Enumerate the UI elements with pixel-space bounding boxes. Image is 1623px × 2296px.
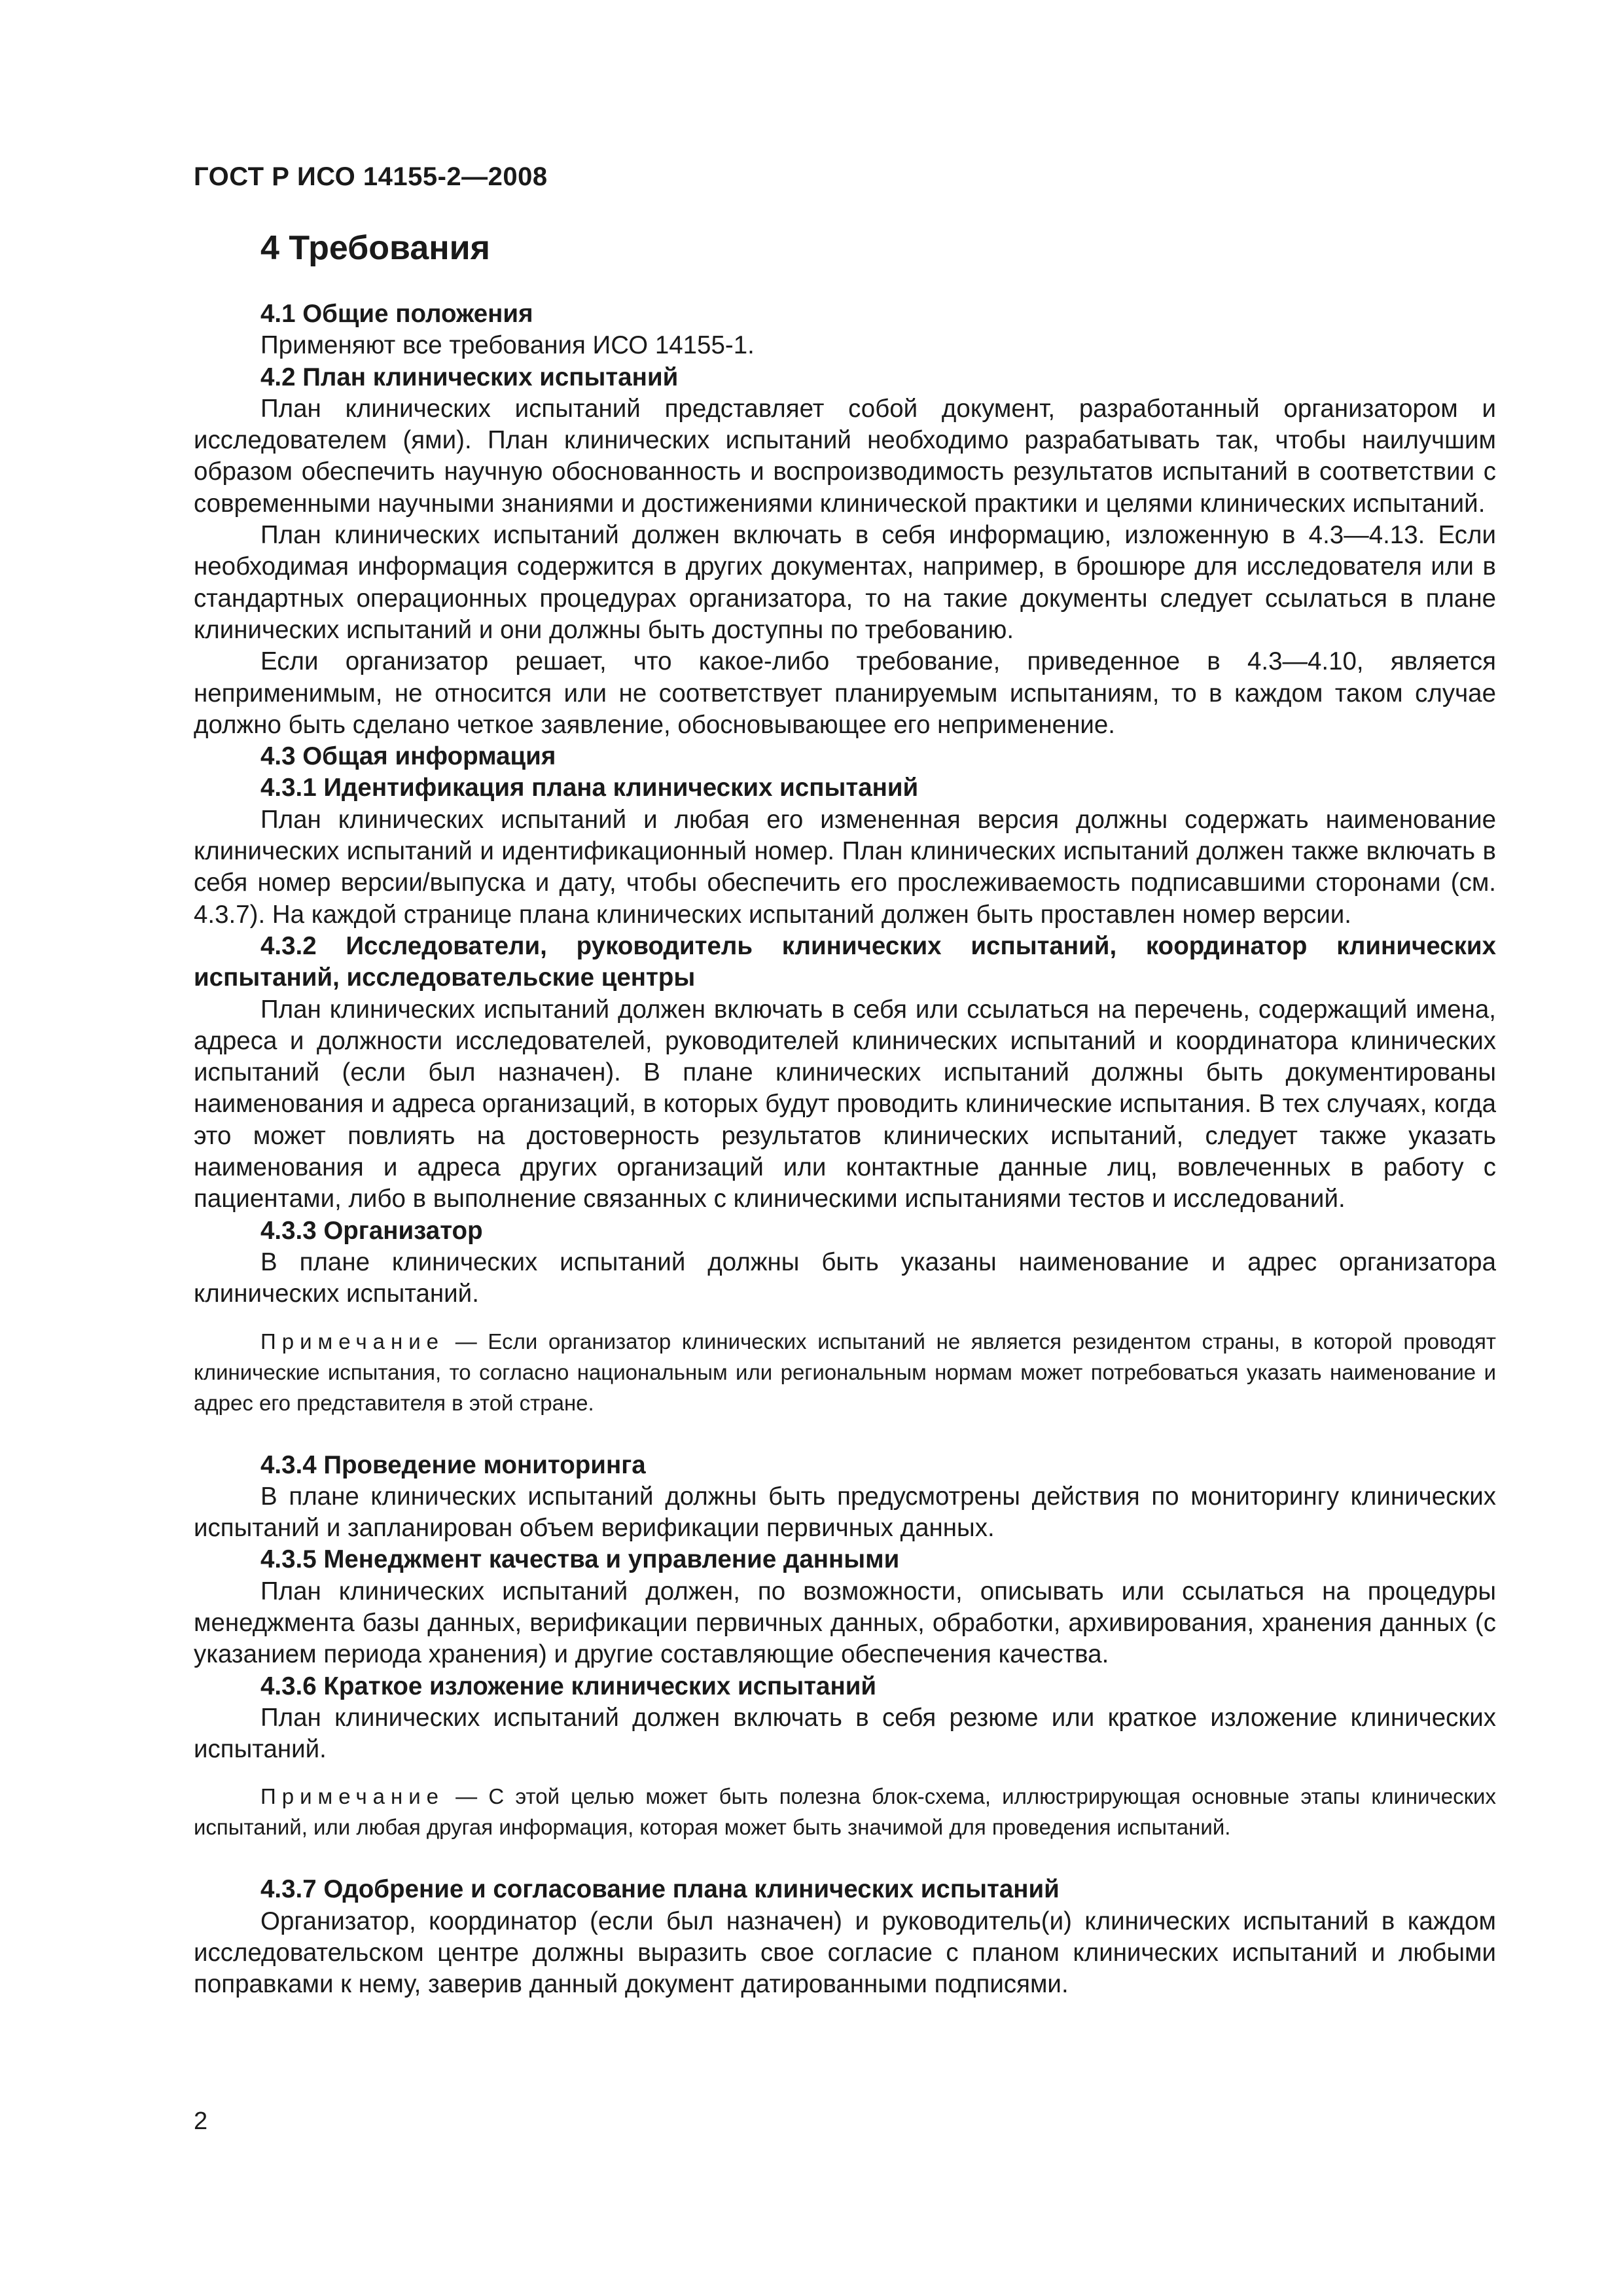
document-body [194, 298, 1496, 2001]
paragraph: План клинических испытаний представляет собой документ, разработанный организатором и исследователем (ями). План клинических испытаний необходимо разрабатывать так, чтобы наилучшим образом обеспечить научную обоснованность и воспроизводимость результатов испытаний в соответствии с современными научными знаниями и достижениями клинической практики и целями клинических испытаний. [194, 394, 1496, 518]
heading-4-3-4: 4.3.4 Проведение мониторинга [260, 1450, 646, 1479]
heading-4-3-2: 4.3.2 Исследователи, руководитель клинических испытаний, координатор клинических испытаний, исследовательские центры [194, 931, 1496, 992]
section-title: 4 Требования [260, 229, 490, 267]
paragraph: Организатор, координатор (если был назначен) и руководитель(и) клинических испытаний в каждом исследовательском центре должны выразить свое согласие с планом клинических испытаний и любыми поправками к нему, заверив данный документ датированными подписями. [194, 1907, 1496, 1999]
paragraph: Если организатор решает, что какое-либо требование, приведенное в 4.3—4.10, является неприменимым, не относится или не соответствует планируемым испытаниям, то в каждом таком случае должно быть сделано четкое заявление, обосновывающее его неприменение. [194, 647, 1496, 739]
note-label: Примечание [260, 1784, 445, 1809]
heading-4-1: 4.1 Общие положения [260, 300, 533, 328]
paragraph: План клинических испытаний и любая его измененная версия должны содержать наименование клинических испытаний и идентификационный номер. План клинических испытаний должен также включать в себя номер версии/выпуска и дату, чтобы обеспечить его прослеживаемость подписавшими сторонами (см. 4.3.7). На каждой странице плана клинических испытаний должен быть проставлен номер версии. [194, 805, 1496, 929]
paragraph: В плане клинических испытаний должны быть указаны наименование и адрес организатора клинических испытаний. [194, 1247, 1496, 1308]
heading-4-3-6: 4.3.6 Краткое изложение клинических испытаний [260, 1672, 877, 1700]
paragraph: План клинических испытаний должен включать в себя информацию, изложенную в 4.3—4.13. Если необходимая информация содержится в других документах, например, в брошюре для исследователя или в стандартных операционных процедурах организатора, то на такие документы следует ссылаться в плане клинических испытаний и они должны быть доступны по требованию. [194, 521, 1496, 644]
heading-4-3-3: 4.3.3 Организатор [260, 1216, 483, 1245]
heading-4-2: 4.2 План клинических испытаний [260, 363, 679, 391]
paragraph: План клинических испытаний должен включать в себя или ссылаться на перечень, содержащий имена, адреса и должности исследователей, руководителей клинических испытаний и координатора клинических испытаний (если был назначен). В плане клинических испытаний должны быть документированы наименования и адреса организаций, в которых будут проводить клинические испытания. В тех случаях, когда это может повлиять на достоверность результатов клинических испытаний, следует также указать наименования и адреса других организаций или контактные данные лиц, вовлеченных в работу с пациентами, либо в выполнение связанных с клиническими испытаниями тестов и исследований. [194, 995, 1496, 1213]
note-text: — Если организатор клинических испытаний не является резидентом страны, в которой проводят клинические испытания, то согласно национальным или региональным нормам может потребоваться указать наименование и адрес его представителя в этой стране. [194, 1329, 1496, 1415]
document-header: ГОСТ Р ИСО 14155-2—2008 [194, 162, 548, 191]
paragraph: В плане клинических испытаний должны быть предусмотрены действия по мониторингу клинических испытаний и запланирован объем верификации первичных данных. [194, 1482, 1496, 1543]
note-text: — С этой целью может быть полезна блок-схема, иллюстрирующая основные этапы клинических испытаний, или любая другая информация, которая может быть значимой для проведения испытаний. [194, 1784, 1496, 1840]
paragraph: План клинических испытаний должен включать в себя резюме или краткое изложение клинических испытаний. [194, 1703, 1496, 1764]
heading-4-3-1: 4.3.1 Идентификация плана клинических испытаний [260, 774, 919, 802]
paragraph: План клинических испытаний должен, по возможности, описывать или ссылаться на процедуры менеджмента базы данных, верификации первичных данных, обработки, архивирования, хранения данных (с указанием периода хранения) и другие составляющие обеспечения качества. [194, 1577, 1496, 1669]
paragraph: Применяют все требования ИСО 14155-1. [260, 331, 755, 360]
heading-4-3: 4.3 Общая информация [260, 742, 556, 771]
note-label: Примечание [260, 1329, 445, 1354]
page-number: 2 [194, 2108, 208, 2135]
heading-4-3-5: 4.3.5 Менеджмент качества и управление данными [260, 1545, 900, 1574]
note [194, 1326, 1496, 1418]
note [194, 1781, 1496, 1842]
heading-4-3-7: 4.3.7 Одобрение и согласование плана клинических испытаний [260, 1875, 1060, 1904]
document-page [194, 0, 1496, 2296]
